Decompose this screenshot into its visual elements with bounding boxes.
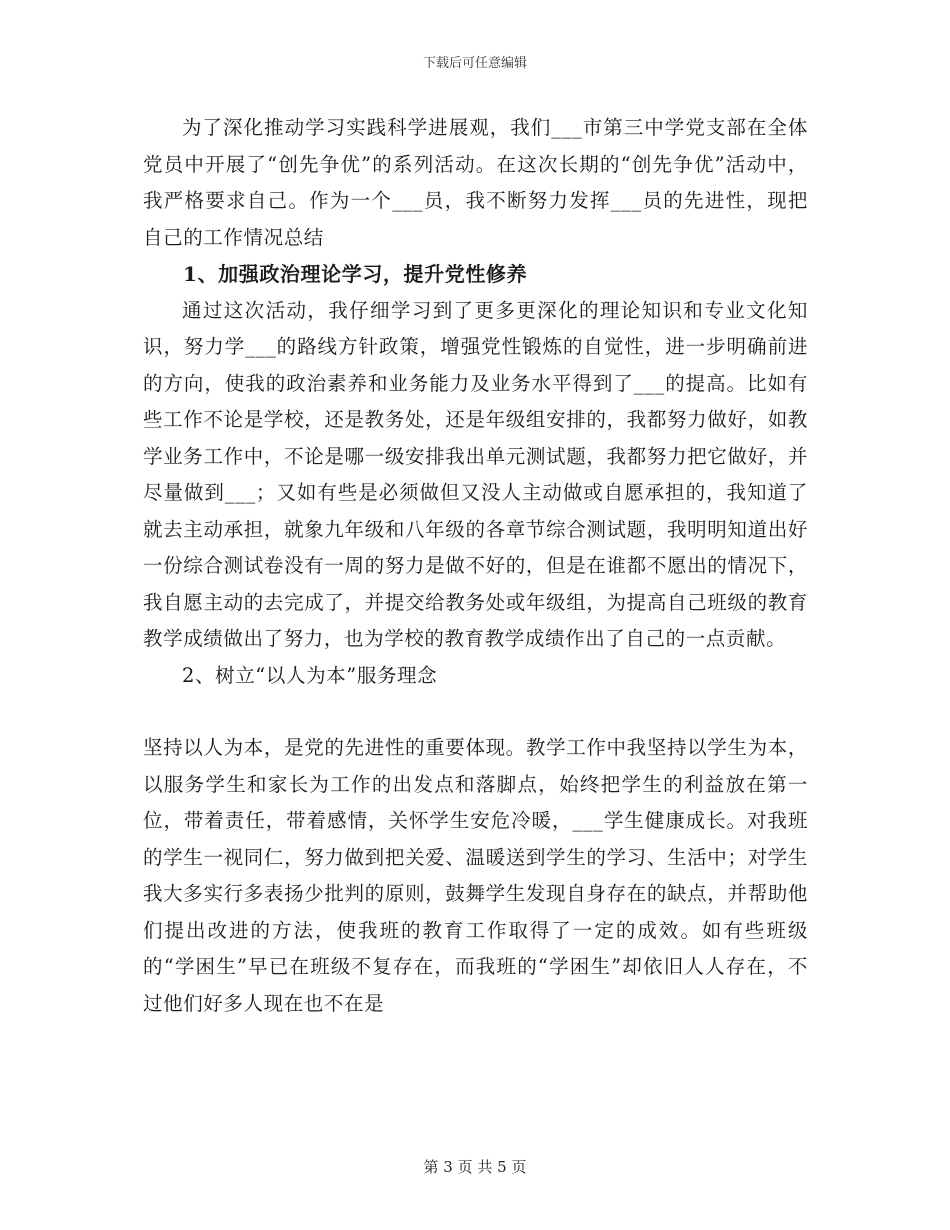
- paragraph-gap: [143, 694, 808, 730]
- document-body: [143, 110, 808, 1022]
- page-header: 下载后可任意编辑: [422, 56, 527, 71]
- section-1-paragraph: 通过这次活动，我仔细学习到了更多更深化的理论知识和专业文化知识，努力学___的路线方针政策，增强党性锻炼的自觉性，进一步明确前进的方向，使我的政治素养和业务能力及业务水平得到了___的提高。比如有些工作不论是学校，还是教务处，还是年级组安排的，我都努力做好，如教学业务工作中，不论是哪一级安排我出单元测试题，我都努力把它做好，并尽量做到___；又如有些是必须做但又没人主动做或自愿承担的，我知道了就去主动承担，就象九年级和八年级的各章节综合测试题，我明明知道出好一份综合测试卷没有一周的努力是做不好的，但是在谁都不愿出的情况下，我自愿主动的去完成了，并提交给教务处或年级组，为提高自己班级的教育教学成绩做出了努力，也为学校的教育教学成绩作出了自己的一点贡献。: [143, 298, 808, 650]
- intro-paragraph: 为了深化推动学习实践科学进展观，我们___市第三中学党支部在全体党员中开展了“创先争优”的系列活动。在这次长期的“创先争优”活动中，我严格要求自己。作为一个___员，我不断努力发挥___员的先进性，现把自己的工作情况总结: [143, 116, 808, 249]
- section-2-paragraph: 坚持以人为本，是党的先进性的重要体现。教学工作中我坚持以学生为本，以服务学生和家长为工作的出发点和落脚点，始终把学生的利益放在第一位，带着责任，带着感情，关怀学生安危冷暖，___学生健康成长。对我班的学生一视同仁，努力做到把关爱、温暖送到学生的学习、生活中；对学生我大多实行多表扬少批判的原则，鼓舞学生发现自身存在的缺点，并帮助他们提出改进的方法，使我班的教育工作取得了一定的成效。如有些班级的“学困生”早已在班级不复存在，而我班的“学困生”却依旧人人存在，不过他们好多人现在也不在是: [143, 736, 808, 1015]
- page-footer: 第 3 页 共 5 页: [423, 1158, 527, 1176]
- section-1-heading: 1、加强政治理论学习，提升党性修养: [183, 262, 528, 286]
- section-2-heading: 2、树立“以人为本”服务理念: [182, 663, 438, 687]
